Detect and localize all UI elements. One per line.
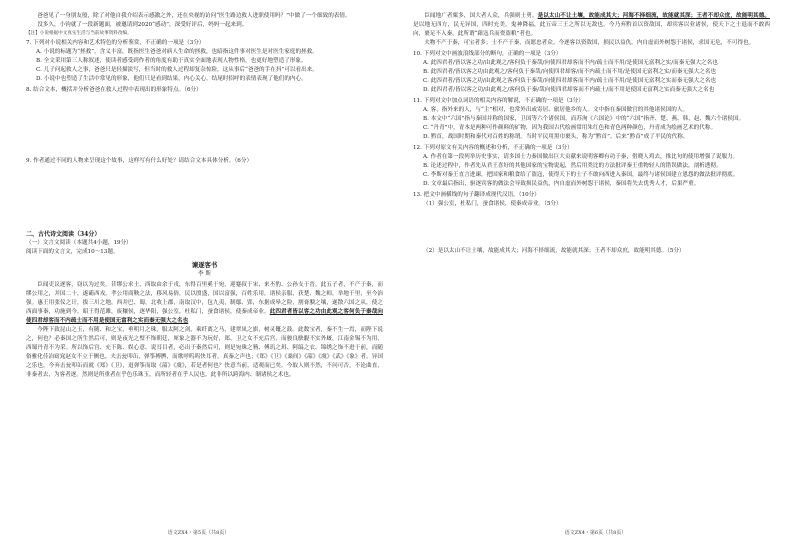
- option-7a: A. 小说的标题为“拯救”，含义丰富，既指医生爸爸对病人生命的拯救，也暗指这件事对医生是对医生家庭的拯救。: [36, 49, 318, 55]
- question-11: 11. 下列对文中加点词语的相关内容的解说，不正确的一项是（3分）: [413, 98, 584, 104]
- answer-space: [26, 95, 383, 155]
- option-10c: C. 此四君者/皆以客之功/由此观之客/何负于秦哉/向使四君却客而不内/疏士而不用/是使国无富利之实而秦无强大之名也: [423, 78, 717, 84]
- option-11b: B. 本文中“六国”指与秦国并称的国家，卫国等六个诸侯国。而苏洵《六国论》中的“六国”指齐、楚、燕、韩、赵、魏六个诸侯国。: [423, 116, 745, 122]
- answer-space: [26, 166, 383, 226]
- essay-paragraph: 今陛下致昆山之玉，有随、和之宝，垂明月之珠，服太阿之剑，乘纤离之马，建翠凤之旗，树灵鼍之鼓。此数宝者，秦不生一焉，而陛下说之，何也？必秦国之所生然后可，则是夜光之璧不饰朝廷，犀象之器不为玩好，郑、卫之女不充后宫，而骏良駃騠不实外厩，江南金锡不为用，西蜀丹青不为采。所以饰后宫、充下陈、娱心意、说耳目者，必出于秦然后可，则是宛珠之簪、傅玑之珥、阿缟之衣、锦绣之饰不进于前，而随俗雅化佳冶窈窕赵女不立于侧也。夫击瓮叩缶，弹筝搏髀，而歌呼呜呜快耳者，真秦之声也；《郑》《卫》《桑间》《韶》《虞》《武》《象》者，异国之乐也。今弃击瓮叩缶而就《郑》《卫》，退弹筝而取《韶》《虞》，若是者何也？快意当前，适观而已矣。今取人则不然，不问可否，不论曲直，非秦者去，为客者逐。然则是所重者在乎色乐珠玉，而所轻者在乎人民也。此非所以跨海内、制诸侯之术也。: [26, 327, 383, 378]
- option-7b: B. 全文采用第三人称叙述，使读者感受到作者的角度有助于真实全面地表现人物性格，也更好地塑造了形象。: [36, 58, 307, 64]
- essay-paragraph: 臣闻吏议逐客，窃以为过矣。昔缪公求士，西取由余于戎，东得百里奚于宛，迎蹇叔于宋，来丕豹、公孙支于晋。此五子者，不产于秦，而缪公用之，并国二十，遂霸西戎。孝公用商鞅之法，移风易俗，民以殷盛，国以富强，百姓乐用，诸侯亲服，获楚、魏之师，举地千里，至今治强。惠王用张仪之计，拔三川之地，西并巴、蜀，北收上郡，南取汉中，包九夷，制鄢、郢，东据成皋之险，割膏腴之壤，遂散六国之从，使之西面事秦，功施到今。昭王得范雎，废穰侯，逐华阳，强公室，杜私门，蚕食诸侯，使秦成帝业。此四君者皆以客之功由此观之客何负于秦哉向使四君却客而不内疏士而不用是使国无富利之实而秦无强大之名也: [26, 282, 383, 324]
- story-paragraph: 爸爸见了一身朋友般，除了对他自我介绍表示感激之外，还在央视的访问“医生路边救人进职使用吗？”中做了一个细致的表情。: [37, 13, 351, 19]
- option-7d: D. 小说中也塑造了生活中常见的形象，他们只是看到结果，内心关心，结尾时招呼的表情表现了他们的内心。: [36, 76, 307, 82]
- option-7c: C. 儿子问起救人之事，爸爸只是轻描淡写，但当时的救人过程却复杂惊险，这从事后“爸爸的手在抖”可以看出来。: [36, 67, 318, 73]
- answer-space: [413, 209, 770, 247]
- subsection-heading: （一）文言文阅读（本题共4小题，19分）: [26, 240, 132, 246]
- question-13-part-1: （1）强公室，杜私门，蚕食诸侯，使秦成帝业。（5分）: [423, 201, 562, 207]
- page-footer: 语文ZX4・第6页（共8页）: [564, 530, 627, 536]
- question-9: 9. 作者通过不同的人物来呈现这个故事，这样写有什么好处？请结合文本具体分析。（6分）: [26, 158, 253, 164]
- question-13-part-2: （2）是以太山不让土壤，故能成其大；河海不择细流，故能就其深；王者不却众庶，故能明其德。（5分）: [423, 248, 685, 254]
- option-12d: D. 文章最后指出，驱逐宾客的做法会导致损民益仇，内自虚而外树怨于诸侯，秦国将失去优秀人才，后果严重。: [423, 181, 700, 187]
- option-10a: A. 此四君者/皆以客之功/由此观之/客何负于秦哉/向使四君却客而不内/疏士而不用/是使国无富利之实/而秦无强大之名也: [423, 60, 718, 66]
- question-7: 7. 下列对小说相关内容和艺术特色的分析鉴赏，不正确的一项是（3分）: [26, 40, 205, 46]
- option-11a: A. 客，指外来的人，与“主”相对，也常外出或寄居、旅居他乡的人。文中指在秦国做官的其他诸侯国的人。: [423, 107, 689, 113]
- essay-author: 李 斯: [198, 271, 211, 277]
- option-12c: C. 李斯对秦王直言进谏，把国家和粮食给了盗寇，使得天下的士子不敢向西进入秦国，最终与诸侯国建立恩怨的做法批评彻底。: [423, 172, 739, 178]
- essay-paragraph: 臣闻地广者粟多，国大者人众，兵强则士勇。是以太山不让土壤，故能成其大；河海不择细流，故能就其深；王者不却众庶，故能明其德。是以地无四方，民无异国，四时充美，鬼神降福，此五帝三王之所以无敌也。今乃弃黔首以资敌国，却宾客以业诸侯，使天下之士退而不敢西向，裹足不入秦，此所谓“藉寇兵而赍盗粮”者也。: [413, 13, 770, 37]
- question-13: 13. 把文中画横线的句子翻译成现代汉语。（10分）: [413, 192, 540, 198]
- option-10b: B. 此四君者/皆以客之功由此观之/客何负于秦哉/向使四君却客/而不内疏士而不用/是使国无富利之实/而秦无强大之名也: [423, 69, 717, 75]
- question-8: 8. 结合文本，概括并分析爸爸在救人过程中表现出的形象特点。（6分）: [26, 87, 202, 93]
- right-page: [397, 0, 794, 544]
- option-10d: D. 此四君者/皆以客之功/由此观之/客何负于秦/哉向使四君却客而不内疏士/而不用是使国无富利之实而秦无强大之名也: [423, 87, 715, 93]
- question-10: 10. 下列对文中画波浪线部分的断句，正确的一项是（3分）: [413, 51, 562, 57]
- story-paragraph: 没多久，小钧就了一段新题面，被邀请到2020“感动”，深受好评后，妈妈一起来到。: [37, 22, 248, 28]
- essay-title: 谏逐客书: [191, 261, 218, 269]
- story-note: 【注】小说根据中文真实生活与当前故事资料改编。: [26, 31, 132, 36]
- reading-instruction: 阅读下面的文言文，完成10～13题。: [26, 249, 119, 255]
- option-11d: D. 黔首，战国时期和秦代对百姓的称谓。当时平民用黑巾裹头，称为“黔首”。后来“黔首”成了平民的代称。: [423, 134, 689, 140]
- section-heading: 二、古代诗文阅读（34分）: [26, 231, 101, 238]
- option-11c: C. “丹青”中，青本是两种可作颜料的矿物，因为我国古代绘画常用朱红色和青色两种颜色，丹青成为绘画艺术的代称。: [423, 125, 717, 131]
- wavy-underlined-text: 此四君者皆以客之功由此观之客何负于秦哉向使四君却客而不内疏士而不用是使国无富利之实而秦无强大之名也: [26, 309, 383, 324]
- essay-paragraph: 夫物不产于秦，可宝者多；士不产于秦，而愿忠者众。今逐客以资敌国，损民以益仇，内自虚而外树怨于诸侯，求国无危，不可得也。: [424, 40, 755, 46]
- underlined-sentence: 是以太山不让土壤，故能成其大；河海不择细流，故能就其深；王者不却众庶，故能明其德。: [537, 13, 770, 19]
- page-footer: 语文ZX4・第5页（共8页）: [167, 530, 230, 536]
- option-12a: A. 作者在第一段列举历史事实，请多国士力秦国做出巨大贡献来说明客卿有功于秦，借晓人鸡去，推比句的使用增强了说服力。: [423, 154, 739, 160]
- option-12b: B. 论述过程中，作者先从君王喜好的其他国家的宝物说起，然后用类比的方法批评秦王重物轻人的错误做法，剖析透彻。: [423, 163, 722, 169]
- question-12: 12. 下列对原文有关内容的概述和分析，不正确的一项是（3分）: [413, 145, 573, 151]
